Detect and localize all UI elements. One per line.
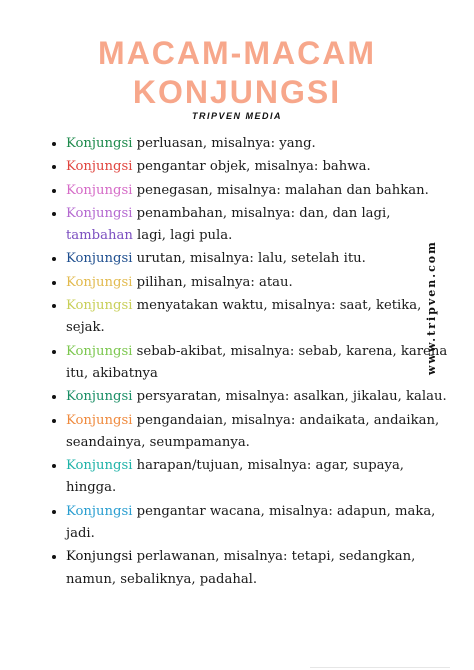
list-item bbox=[66, 385, 451, 408]
list-item bbox=[66, 500, 451, 546]
item-keyword: Konjungsi bbox=[66, 412, 133, 428]
item-keyword: Konjungsi bbox=[66, 136, 133, 151]
page-title-line-2: KONJUNGSI bbox=[132, 74, 342, 110]
item-keyword: Konjungsi bbox=[66, 182, 133, 198]
list-item bbox=[66, 155, 451, 178]
item-text: pengandaian, misalnya: andaikata, andaikan, seandainya, seumpamanya. bbox=[66, 412, 440, 450]
page-subtitle: TRIPVEN MEDIA bbox=[191, 111, 282, 121]
item-text: perlawanan, misalnya: tetapi, sedangkan, namun, sebaliknya, padahal. bbox=[66, 549, 416, 587]
website-vertical-text: www.tripven.com bbox=[425, 240, 438, 375]
item-keyword: Konjungsi bbox=[66, 389, 133, 405]
item-keyword-secondary: tambahan bbox=[66, 228, 133, 244]
item-text: pengantar wacana, misalnya: adapun, maka, jadi. bbox=[66, 503, 436, 542]
item-text: harapan/tujuan, misalnya: agar, supaya, hingga. bbox=[66, 458, 405, 496]
item-keyword: Konjungsi bbox=[66, 343, 133, 359]
list-item bbox=[66, 340, 451, 386]
item-keyword: Konjungsi bbox=[66, 503, 133, 519]
item-keyword: Konjungsi bbox=[66, 205, 133, 221]
item-text-continued: lagi, lagi pula. bbox=[137, 228, 233, 244]
item-text: perluasan, misalnya: yang. bbox=[136, 136, 316, 151]
list-item bbox=[66, 409, 451, 455]
item-text: sebab-akibat, misalnya: sebab, karena, karena itu, akibatnya bbox=[66, 343, 448, 381]
item-keyword: Konjungsi bbox=[66, 274, 133, 290]
list-item bbox=[66, 202, 451, 248]
list-item bbox=[66, 545, 451, 591]
page-title bbox=[0, 34, 474, 112]
item-keyword: Konjungsi bbox=[66, 549, 133, 565]
item-text: menyatakan waktu, misalnya: saat, ketika, sejak. bbox=[66, 298, 422, 336]
konjungsi-list bbox=[46, 132, 451, 591]
item-text: persyaratan, misalnya: asalkan, jikalau, kalau. bbox=[136, 389, 447, 405]
list-item bbox=[66, 454, 451, 500]
item-keyword: Konjungsi bbox=[66, 458, 133, 474]
bottom-divider bbox=[310, 667, 450, 668]
item-text: penambahan, misalnya: dan, dan lagi, bbox=[136, 205, 391, 221]
item-text: penegasan, misalnya: malahan dan bahkan. bbox=[136, 182, 429, 198]
item-keyword: Konjungsi bbox=[66, 251, 133, 267]
list-item bbox=[66, 294, 451, 340]
item-text: pilihan, misalnya: atau. bbox=[136, 274, 293, 290]
item-keyword: Konjungsi bbox=[66, 159, 133, 175]
list-item bbox=[66, 132, 451, 155]
item-text: pengantar objek, misalnya: bahwa. bbox=[136, 159, 371, 175]
list-item bbox=[66, 271, 451, 294]
page-title-line-1: MACAM-MACAM bbox=[98, 35, 376, 71]
list-item bbox=[66, 247, 451, 270]
item-keyword: Konjungsi bbox=[66, 298, 133, 314]
list-item bbox=[66, 179, 451, 202]
item-text: urutan, misalnya: lalu, setelah itu. bbox=[136, 251, 366, 267]
